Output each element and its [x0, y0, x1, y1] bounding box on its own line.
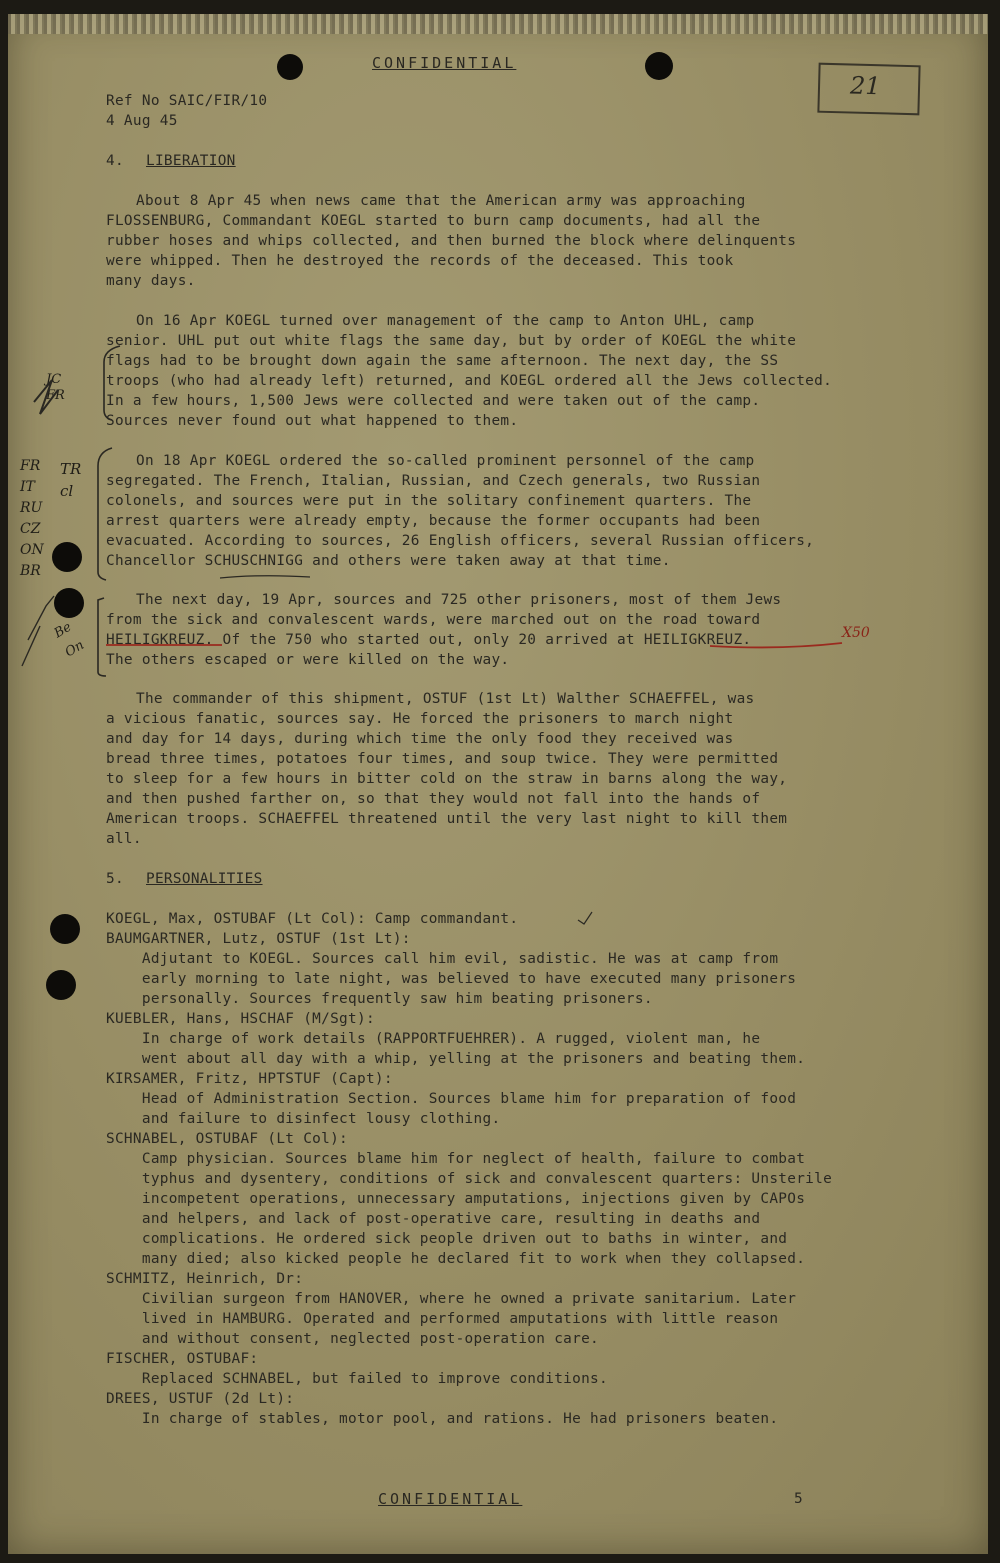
- text-line: On 18 Apr KOEGL ordered the so-called prominent personnel of the camp: [136, 453, 755, 469]
- text-line: rubber hoses and whips collected, and then burned the block where delinquents: [106, 233, 797, 249]
- list-item: and helpers, and lack of post-operative care, resulting in deaths and: [106, 1211, 761, 1227]
- margin-bracket: [98, 598, 106, 676]
- text-line: About 8 Apr 45 when news came that the American army was approaching: [136, 193, 746, 209]
- list-item: lived in HAMBURG. Operated and performed amputations with little reason: [106, 1311, 779, 1327]
- text-line: and then pushed farther on, so that they would not fall into the hands of: [106, 791, 761, 807]
- handwritten-note: X50: [842, 625, 870, 641]
- page-number: 5: [794, 1491, 803, 1507]
- list-item: many died; also kicked people he declared fit to work when they collapsed.: [106, 1251, 806, 1267]
- list-item: KOEGL, Max, OSTUBAF (Lt Col): Camp commandant.: [106, 911, 519, 927]
- list-item: typhus and dysentery, conditions of sick and convalescent quarters: Unsterile: [106, 1171, 833, 1187]
- section-number: 4.: [106, 153, 124, 169]
- section-heading-personalities: PERSONALITIES: [146, 871, 263, 887]
- reference-number: Ref No SAIC/FIR/10: [106, 93, 268, 109]
- pencil-stroke: [22, 626, 40, 666]
- text-line: The next day, 19 Apr, sources and 725 other prisoners, most of them Jews: [136, 592, 782, 608]
- text-line: senior. UHL put out white flags the same day, but by order of KOEGL the white: [106, 333, 797, 349]
- text-line: many days.: [106, 273, 196, 289]
- list-item: personally. Sources frequently saw him beating prisoners.: [106, 991, 653, 1007]
- folio-number: 21: [849, 71, 881, 101]
- list-item: went about all day with a whip, yelling at the prisoners and beating them.: [106, 1051, 806, 1067]
- list-item: FISCHER, OSTUBAF:: [106, 1351, 259, 1367]
- text-line: troops (who had already left) returned, and KOEGL ordered all the Jews collected.: [106, 373, 833, 389]
- text-line: from the sick and convalescent wards, were marched out on the road toward: [106, 612, 761, 628]
- list-item: complications. He ordered sick people driven out to baths in winter, and: [106, 1231, 788, 1247]
- list-item: SCHMITZ, Heinrich, Dr:: [106, 1271, 304, 1287]
- red-underline: [710, 643, 842, 647]
- text-line: and day for 14 days, during which time the only food they received was: [106, 731, 734, 747]
- handwritten-note: Be On: [51, 619, 87, 661]
- handwritten-note: JC FR: [46, 372, 65, 403]
- list-item: SCHNABEL, OSTUBAF (Lt Col):: [106, 1131, 349, 1147]
- pencil-tick: [578, 912, 592, 924]
- text-line: segregated. The French, Italian, Russian, and Czech generals, two Russian: [106, 473, 761, 489]
- text-line: bread three times, potatoes four times, and soup twice. They were permitted: [106, 751, 779, 767]
- text-line: Chancellor SCHUSCHNIGG and others were taken away at that time.: [106, 553, 671, 569]
- text-line: On 16 Apr KOEGL turned over management of the camp to Anton UHL, camp: [136, 313, 755, 329]
- list-item: In charge of stables, motor pool, and rations. He had prisoners beaten.: [106, 1411, 779, 1427]
- list-item: Civilian surgeon from HANOVER, where he owned a private sanitarium. Later: [106, 1291, 797, 1307]
- list-item: Replaced SCHNABEL, but failed to improve conditions.: [106, 1371, 608, 1387]
- list-item: Adjutant to KOEGL. Sources call him evil, sadistic. He was at camp from: [106, 951, 779, 967]
- list-item: DREES, USTUF (2d Lt):: [106, 1391, 295, 1407]
- pencil-stroke: [220, 576, 310, 578]
- text-line: arrest quarters were already empty, because the former occupants had been: [106, 513, 761, 529]
- handwritten-country-list: FR IT RU CZ ON BR: [20, 458, 44, 579]
- text-line: all.: [106, 831, 142, 847]
- handwritten-note: TR cl: [60, 460, 82, 500]
- list-item: and without consent, neglected post-operation care.: [106, 1331, 600, 1347]
- text-line: to sleep for a few hours in bitter cold on the straw in barns along the way,: [106, 771, 788, 787]
- classification-header: CONFIDENTIAL: [372, 54, 517, 72]
- text-line: American troops. SCHAEFFEL threatened until the very last night to kill them: [106, 811, 788, 827]
- section-number: 5.: [106, 871, 124, 887]
- list-item: early morning to late night, was believed to have executed many prisoners: [106, 971, 797, 987]
- list-item: KUEBLER, Hans, HSCHAF (M/Sgt):: [106, 1011, 375, 1027]
- section-heading-liberation: LIBERATION: [146, 153, 236, 169]
- text-line: colonels, and sources were put in the solitary confinement quarters. The: [106, 493, 752, 509]
- text-line: a vicious fanatic, sources say. He forced the prisoners to march night: [106, 711, 734, 727]
- document-date: 4 Aug 45: [106, 113, 178, 129]
- text-line: Sources never found out what happened to them.: [106, 413, 519, 429]
- text-line: evacuated. According to sources, 26 English officers, several Russian officers,: [106, 533, 815, 549]
- list-item: Head of Administration Section. Sources blame him for preparation of food: [106, 1091, 797, 1107]
- text-line: FLOSSENBURG, Commandant KOEGL started to burn camp documents, had all the: [106, 213, 761, 229]
- margin-bracket: [98, 448, 112, 580]
- text-line: The commander of this shipment, OSTUF (1st Lt) Walther SCHAEFFEL, was: [136, 691, 755, 707]
- text-line: flags had to be brought down again the same afternoon. The next day, the SS: [106, 353, 779, 369]
- list-item: BAUMGARTNER, Lutz, OSTUF (1st Lt):: [106, 931, 411, 947]
- list-item: In charge of work details (RAPPORTFUEHRER). A rugged, violent man, he: [106, 1031, 761, 1047]
- text-line: The others escaped or were killed on the way.: [106, 652, 510, 668]
- list-item: incompetent operations, unnecessary amputations, injections given by CAPOs: [106, 1191, 806, 1207]
- pencil-stroke: [28, 596, 54, 640]
- margin-bracket: [104, 346, 120, 420]
- text-line: HEILIGKREUZ. Of the 750 who started out, only 20 arrived at HEILIGKREUZ.: [106, 632, 752, 648]
- text-line: were whipped. Then he destroyed the records of the deceased. This took: [106, 253, 734, 269]
- pencil-stroke: [34, 380, 58, 414]
- list-item: Camp physician. Sources blame him for neglect of health, failure to combat: [106, 1151, 806, 1167]
- text-line: In a few hours, 1,500 Jews were collected and were taken out of the camp.: [106, 393, 761, 409]
- list-item: KIRSAMER, Fritz, HPTSTUF (Capt):: [106, 1071, 393, 1087]
- list-item: and failure to disinfect lousy clothing.: [106, 1111, 501, 1127]
- classification-footer: CONFIDENTIAL: [378, 1490, 523, 1508]
